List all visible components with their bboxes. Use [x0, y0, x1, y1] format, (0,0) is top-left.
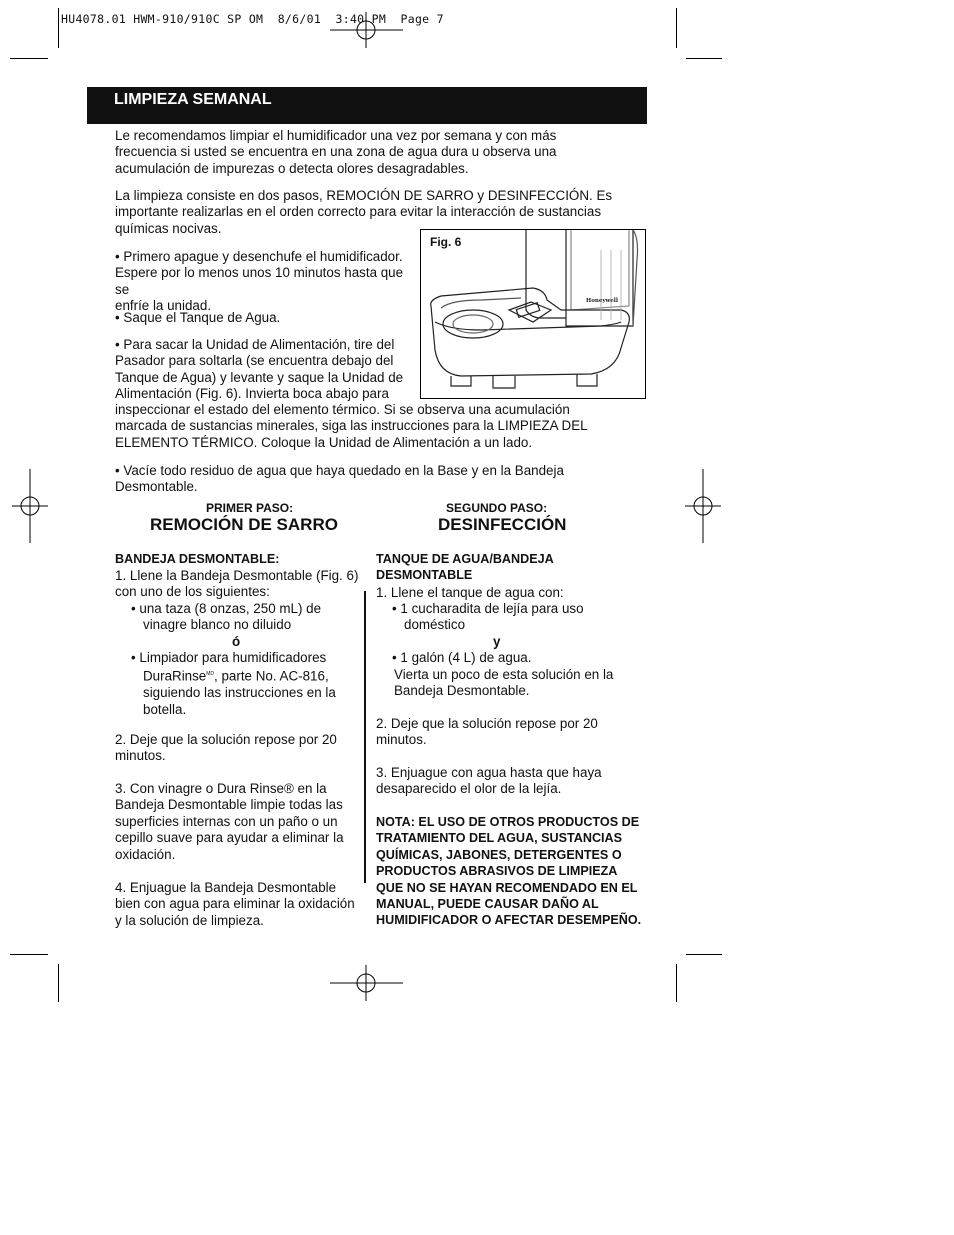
bullet-unplug: • Primero apague y desenchufe el humidificador. Espere por lo menos unos 10 minutos hasta que se enfríe la unidad.	[115, 249, 404, 314]
intro-paragraph-1: Le recomendamos limpiar el humidificador una vez por semana y con más frecuencia si usted se encuentra en una zona de agua dura u observa una acumulación de impurezas o detecta olores desagradables.	[115, 128, 557, 176]
intro-paragraph-2: La limpieza consiste en dos pasos, REMOCIÓN DE SARRO y DESINFECCIÓN. Es importante realizarlas en el orden correcto para evitar la interacción de sustancias químicas nocivas.	[115, 188, 613, 236]
step1-instruction-3: 3. Con vinagre o Dura Rinse® en la Bandeja Desmontable limpie todas las superficies internas con un paño o un cepillo suave para ayudar a eliminar la oxidación.	[115, 781, 344, 862]
bullet-remove-power-unit: • Para sacar la Unidad de Alimentación, tire del Pasador para soltarla (se encuentra debajo del Tanque de Agua) y levante y saque la Unidad de Alimentación (Fig. 6). Invierta boca abajo para	[115, 337, 404, 402]
step2-instruction-2: 2. Deje que la solución repose por 20 minutos.	[376, 716, 598, 748]
step2-warning-note: NOTA: EL USO DE OTROS PRODUCTOS DE TRATAMIENTO DEL AGUA, SUSTANCIAS QUÍMICAS, JABONES, DETERGENTES O PRODUCTOS ABRASIVOS DE LIMPIEZA QUE NO SE HAYAN RECOMENDADO EN EL MANUAL, PUEDE CAUSAR DAÑO AL HUMIDIFICADOR O AFECTAR DESEMPEÑO.	[376, 815, 642, 928]
bullet-remove-power-unit-continued: inspeccionar el estado del elemento térmico. Si se observa una acumulación marcada de sustancias minerales, siga las instrucciones para la LIMPIEZA DEL ELEMENTO TÉRMICO. Coloque la Unidad de Alimentación a un lado.	[115, 402, 588, 450]
figure-label: Fig. 6	[430, 235, 462, 249]
step1-subhead: BANDEJA DESMONTABLE:	[115, 552, 280, 566]
step1-option-durarinse: • Limpiador para humidificadores DuraRinse$^{MD}$, parte No. AC-816, siguiendo las instrucciones en la botella.	[131, 650, 336, 717]
step2-and: y	[493, 634, 501, 649]
humidifier-illustration	[421, 230, 645, 398]
step1-instruction-4: 4. Enjuague la Bandeja Desmontable bien con agua para eliminar la oxidación y la solución de limpieza.	[115, 880, 355, 928]
section-title: LIMPIEZA SEMANAL	[114, 91, 272, 108]
bullet-empty-base: • Vacíe todo residuo de agua que haya quedado en la Base y en la Bandeja Desmontable.	[115, 463, 564, 495]
step1-or: ó	[232, 634, 241, 649]
step1-kicker: PRIMER PASO:	[206, 501, 294, 515]
print-slug: HU4078.01 HWM-910/910C SP OM 8/6/01 3:40 PM Page 7	[61, 12, 444, 26]
step1-option-vinegar: • una taza (8 onzas, 250 mL) de vinagre blanco no diluido	[131, 601, 322, 633]
step1-title: REMOCIÓN DE SARRO	[150, 515, 338, 534]
bullet-remove-tank: • Saque el Tanque de Agua.	[115, 310, 281, 325]
step2-option-water: • 1 galón (4 L) de agua.	[392, 650, 532, 665]
step1-instruction-2: 2. Deje que la solución repose por 20 minutos.	[115, 732, 337, 764]
change-bar	[364, 591, 366, 883]
step2-subhead: TANQUE DE AGUA/BANDEJA DESMONTABLE	[376, 552, 554, 583]
step2-option-bleach: • 1 cucharadita de lejía para uso doméstico	[392, 601, 584, 633]
step2-instruction-3: 3. Enjuague con agua hasta que haya desaparecido el olor de la lejía.	[376, 765, 602, 797]
step2-kicker: SEGUNDO PASO:	[446, 501, 548, 515]
step2-pour-instruction: Vierta un poco de esta solución en la Bandeja Desmontable.	[394, 667, 614, 699]
step2-title: DESINFECCIÓN	[438, 515, 567, 534]
step2-instruction-1: 1. Llene el tanque de agua con:	[376, 585, 564, 600]
step1-instruction-1: 1. Llene la Bandeja Desmontable (Fig. 6) con uno de los siguientes:	[115, 568, 359, 600]
brand-logo: Honeywell	[586, 298, 618, 304]
